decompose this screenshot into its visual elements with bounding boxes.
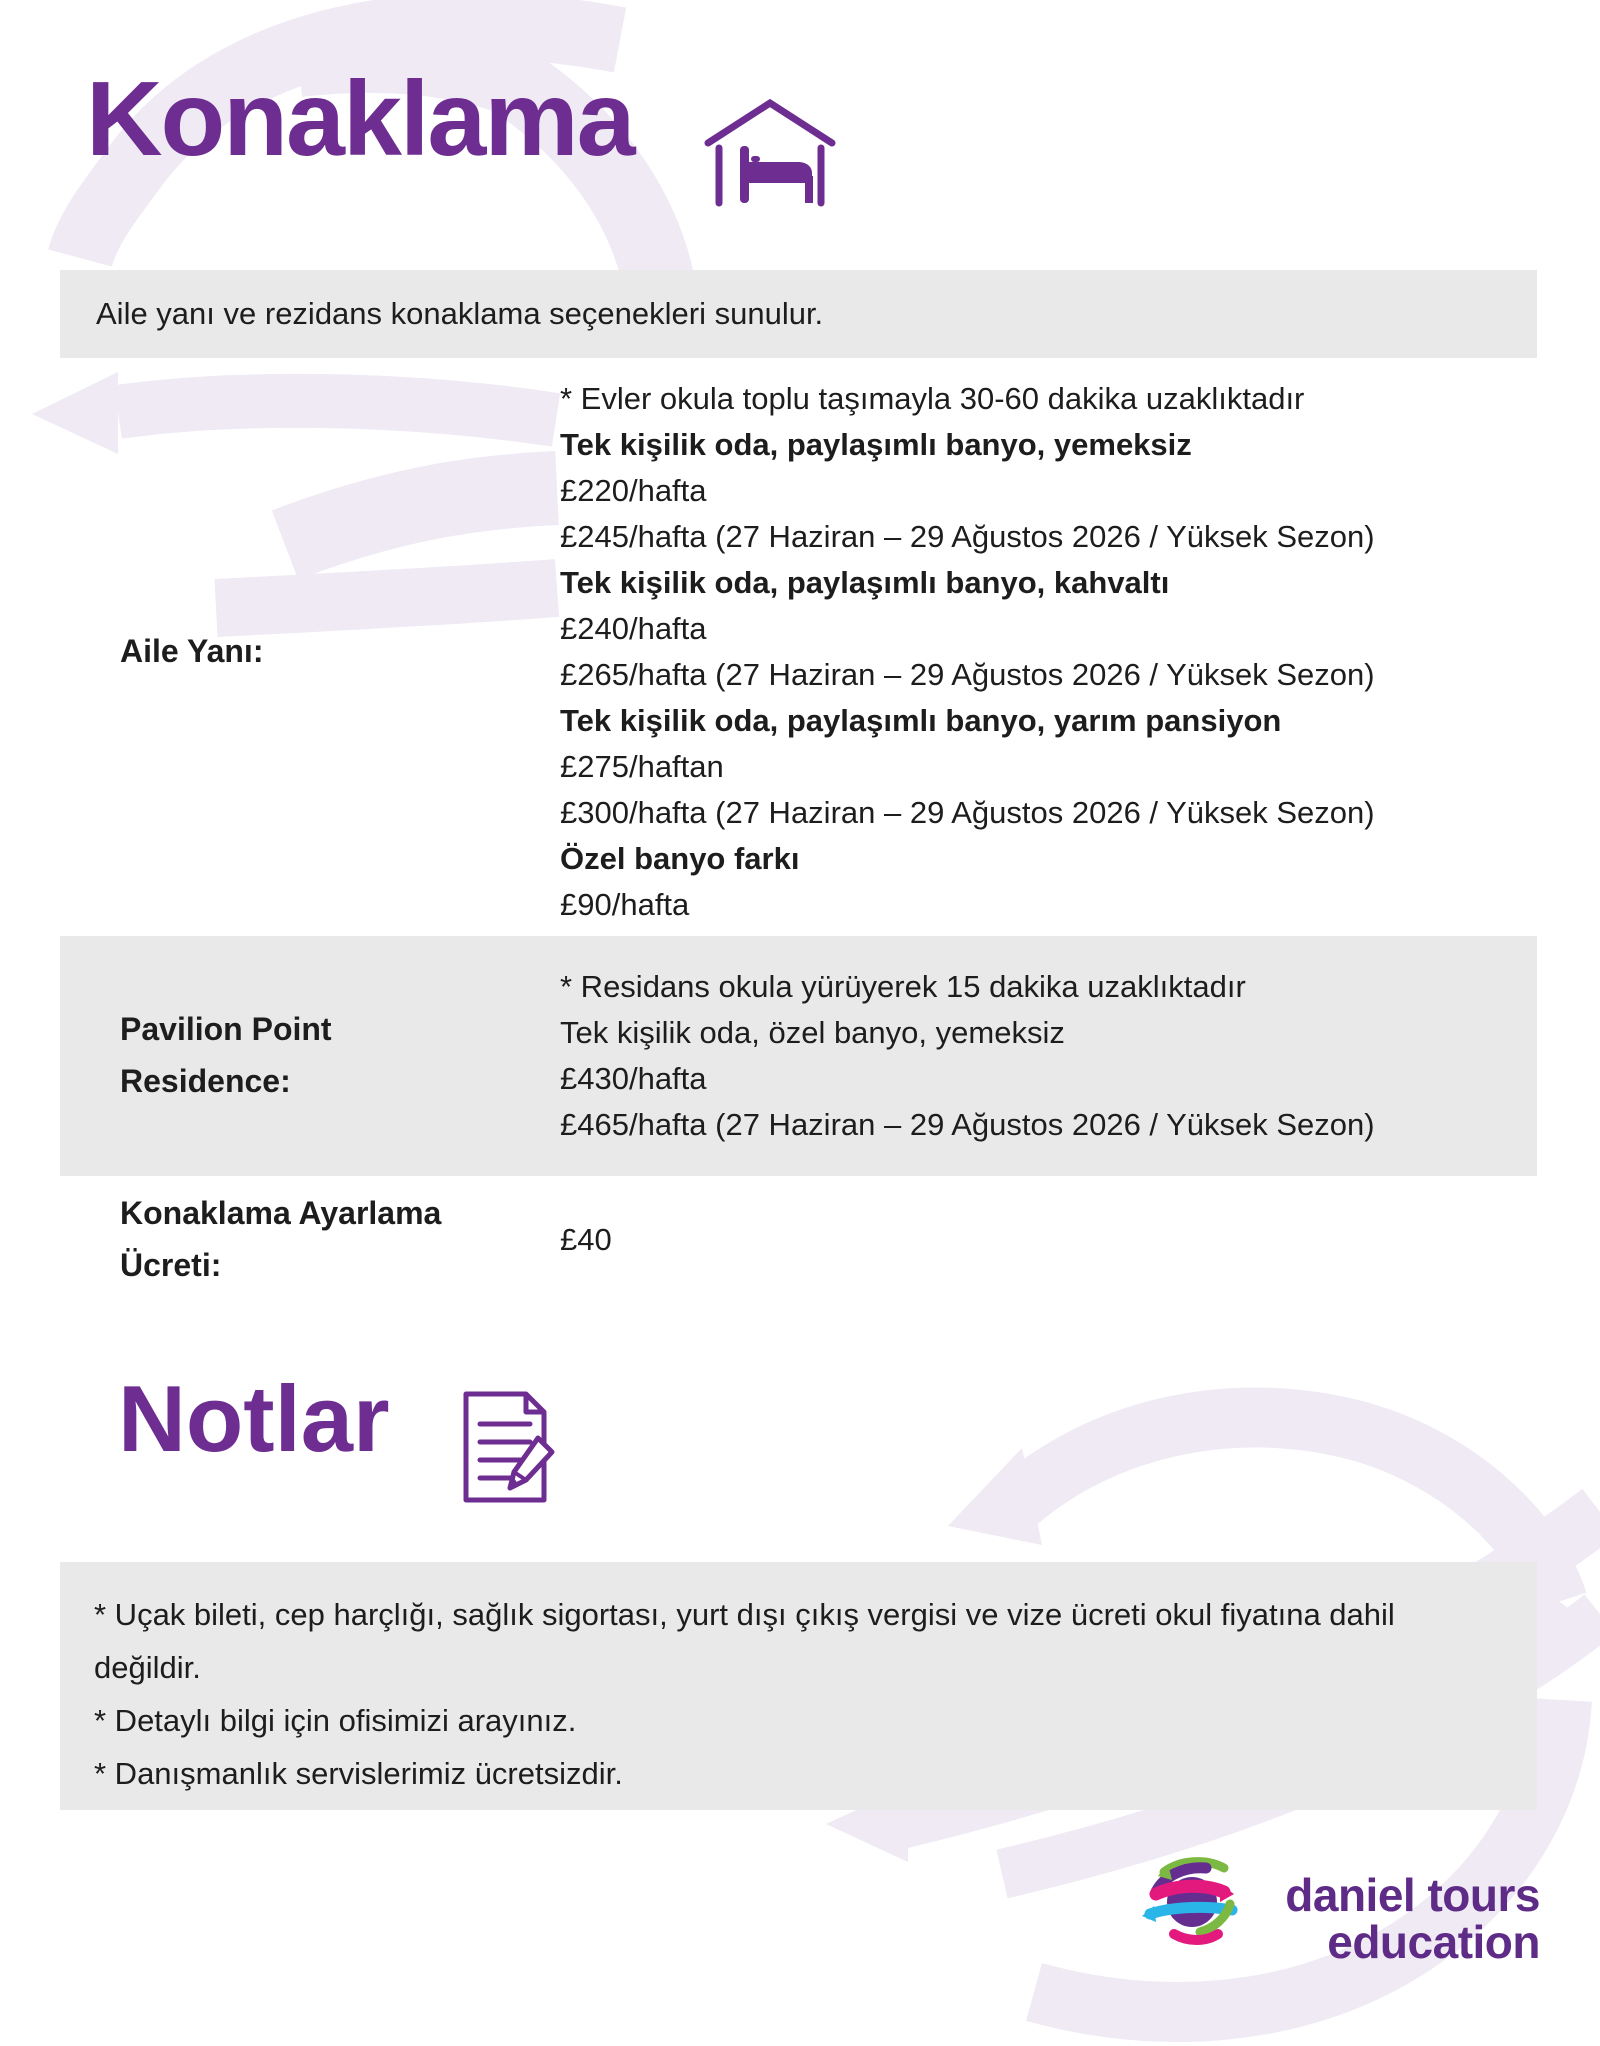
note-item: * Danışmanlık servislerimiz ücretsizdir. xyxy=(94,1756,623,1791)
row-values xyxy=(500,1217,1537,1263)
row-line: Tek kişilik oda, paylaşımlı banyo, kahvaltı xyxy=(560,565,1170,600)
notes-box xyxy=(60,1562,1537,1810)
row-label: Pavilion Point Residence: xyxy=(120,1011,332,1099)
page-title: Konaklama xyxy=(86,60,634,178)
row-line: Tek kişilik oda, paylaşımlı banyo, yemeksiz xyxy=(560,427,1192,462)
row-line: * Residans okula yürüyerek 15 dakika uzaklıktadır xyxy=(560,969,1246,1004)
row-line: * Evler okula toplu taşımayla 30-60 dakika uzaklıktadır xyxy=(560,381,1305,416)
row-line: £265/hafta (27 Haziran – 29 Ağustos 2026 / Yüksek Sezon) xyxy=(560,657,1375,692)
logo-wordmark xyxy=(1285,1869,1540,1968)
subtitle-bar xyxy=(60,270,1537,358)
row-values xyxy=(500,964,1537,1148)
notes-title: Notlar xyxy=(118,1366,390,1471)
note-pencil-icon xyxy=(452,1388,560,1508)
globe-swirl-icon xyxy=(1140,1856,1244,1948)
row-line: Tek kişilik oda, özel banyo, yemeksiz xyxy=(560,1015,1065,1050)
row-line: £245/hafta (27 Haziran – 29 Ağustos 2026 / Yüksek Sezon) xyxy=(560,519,1375,554)
accommodation-table xyxy=(60,368,1537,1304)
row-line: Tek kişilik oda, paylaşımlı banyo, yarım pansiyon xyxy=(560,703,1282,738)
row-line: £300/hafta (27 Haziran – 29 Ağustos 2026 / Yüksek Sezon) xyxy=(560,795,1375,830)
logo-line1: daniel tours xyxy=(1285,1869,1540,1921)
row-line: £465/hafta (27 Haziran – 29 Ağustos 2026 / Yüksek Sezon) xyxy=(560,1107,1375,1142)
row-values xyxy=(500,376,1537,928)
row-line: £275/haftan xyxy=(560,749,724,784)
table-row xyxy=(60,936,1537,1176)
row-line: £220/hafta xyxy=(560,473,707,508)
row-label: Aile Yanı: xyxy=(120,633,264,670)
table-row xyxy=(60,1176,1537,1304)
bed-house-icon xyxy=(700,96,840,208)
row-line: £90/hafta xyxy=(560,887,690,922)
logo-line2: education xyxy=(1327,1916,1540,1968)
note-item: * Detaylı bilgi için ofisimizi arayınız. xyxy=(94,1703,577,1738)
row-line: Özel banyo farkı xyxy=(560,841,800,876)
table-row xyxy=(60,368,1537,936)
row-label: Konaklama Ayarlama Ücreti: xyxy=(120,1195,442,1283)
subtitle-text: Aile yanı ve rezidans konaklama seçenekleri sunulur. xyxy=(96,296,824,331)
row-line: £240/hafta xyxy=(560,611,707,646)
note-item: * Uçak bileti, cep harçlığı, sağlık sigortası, yurt dışı çıkış vergisi ve vize ücreti okul fiyatına dahil değildir. xyxy=(94,1597,1395,1685)
row-line: £40 xyxy=(560,1221,612,1257)
row-line: £430/hafta xyxy=(560,1061,707,1096)
